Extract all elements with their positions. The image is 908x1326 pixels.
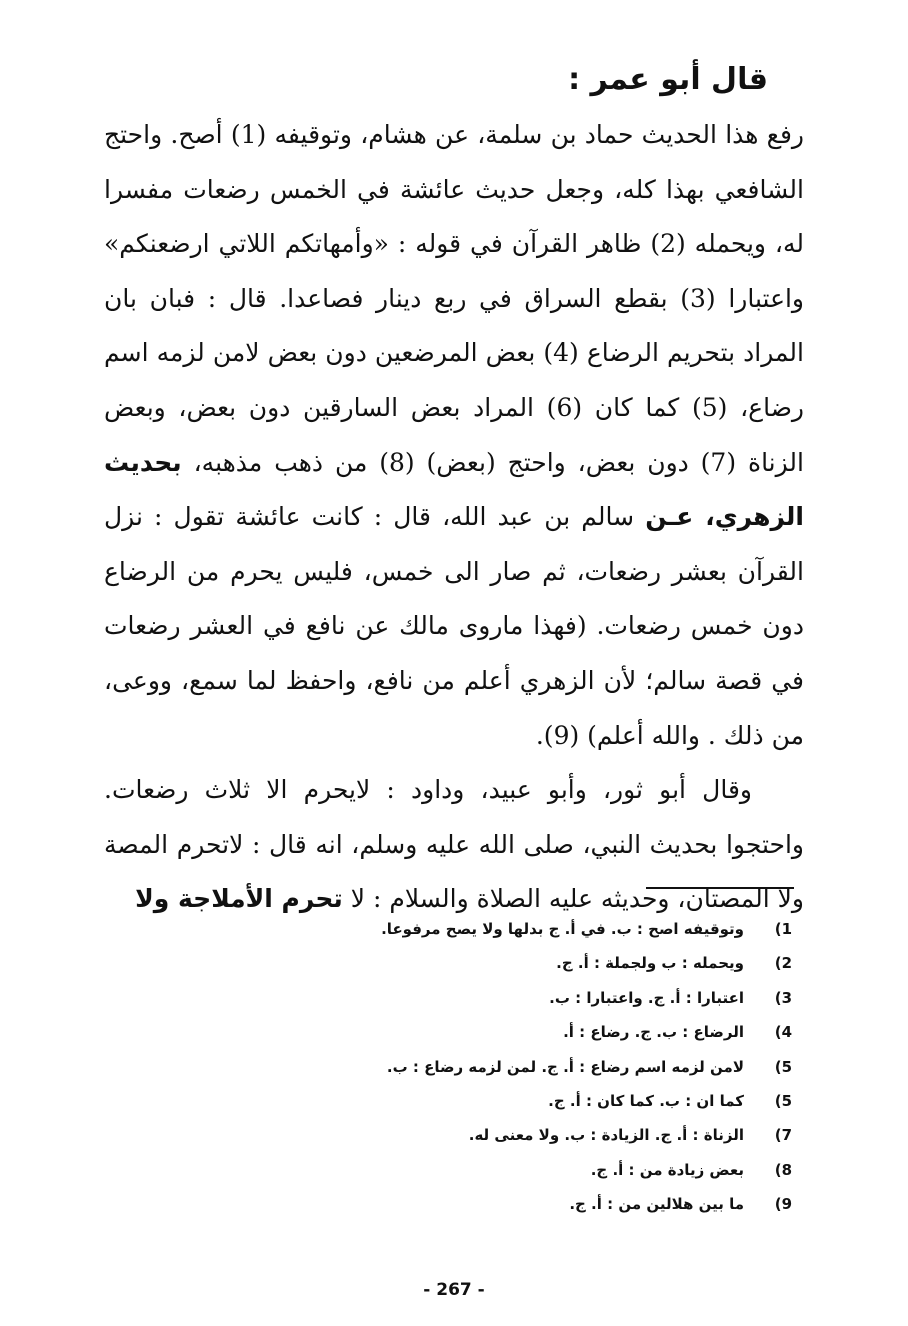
page-number: - 267 - bbox=[423, 1280, 485, 1300]
footnote-item bbox=[272, 1084, 792, 1118]
footnote-number: 2) bbox=[774, 954, 792, 973]
paragraph-2 bbox=[104, 763, 804, 927]
paragraph-1-text-a: رفع هذا الحديث حماد بن سلمة، عن هشام، وتوقيفه (1) أصح. واحتج الشافعي بهذا كله، وجعل حديث عائشة في الخمس رضعات مفسرا له، ويحمله (2) ظاهر القرآن في قوله : «وأمهاتكم اللاتي ارضعنكم» واعتبارا (3) بقطع السراق في ربع دينار فصاعدا. قال : فبان بان المراد بتحريم الرضاع (4) بعض المرضعين دون بعض لامن لزمه اسم رضاع، (5) كما كان (6) المراد بعض السارقين دون بعض، وبعض الزناة (7) دون بعض، واحتج (بعض) (8) من ذهب مذهبه، bbox=[104, 120, 805, 477]
footnote-text: بعض زيادة من : أ. ج. bbox=[590, 1160, 744, 1179]
paragraph-1-emphasis: بحديث الزهري، عـن bbox=[104, 447, 804, 532]
paragraph-2-emphasis: تحرم الأملاجة ولا bbox=[135, 884, 343, 914]
footnote-item bbox=[272, 1118, 792, 1152]
footnote-item bbox=[272, 981, 792, 1015]
footnote-text: الرضاع : ب. ج. رضاع : أ. bbox=[563, 1023, 744, 1042]
footnote-number: 1) bbox=[774, 920, 792, 938]
footnote-text: اعتبارا : أ. ج. واعتبارا : ب. bbox=[549, 988, 744, 1007]
footnote-text: ما بين هلالين من : أ. ج. bbox=[569, 1195, 744, 1214]
footnote-text: ويحمله : ب ولجملة : أ. ج. bbox=[556, 954, 744, 973]
footnote-item bbox=[272, 946, 792, 980]
footnote-number: 3) bbox=[774, 988, 792, 1007]
footnote-item bbox=[272, 1153, 792, 1187]
footnote-number: 7) bbox=[774, 1126, 792, 1145]
footnote-number: 5) bbox=[774, 1092, 792, 1111]
paragraph-1-text-b: سالم بن عبد الله، قال : كانت عائشة تقول : نزل القرآن بعشر رضعات، ثم صار الى خمس، فليس يحرم من الرضاع دون خمس رضعات. (فهذا ماروى مالك عن نافع في العشر رضعات في قصة سالم؛ لأن الزهري أعلم من نافع، واحفظ لما سمع، ووعى، من ذلك . والله أعلم) (9). bbox=[104, 502, 804, 750]
paragraph-1 bbox=[104, 108, 804, 763]
footnotes-list bbox=[272, 912, 792, 1222]
footnote-text: كما ان : ب. كما كان : أ. ج. bbox=[548, 1092, 744, 1111]
footnote-item bbox=[272, 1015, 792, 1049]
footnote-number: 9) bbox=[774, 1195, 792, 1214]
paragraph-2-text-a: وقال أبو ثور، وأبو عبيد، وداود : لايحرم الا ثلاث رضعات. واحتجوا بحديث النبي، صلى الله عليه وسلم، انه قال : لاتحرم المصة ولا المصتان، وحديثه عليه الصلاة والسلام : لا bbox=[104, 775, 804, 914]
footnote-item bbox=[272, 1187, 792, 1221]
footnote-separator bbox=[646, 887, 794, 889]
footnote-number: 4) bbox=[774, 1023, 792, 1042]
footnote-number: 8) bbox=[774, 1160, 792, 1179]
section-heading: قال أبو عمر : bbox=[568, 62, 768, 97]
footnote-item bbox=[272, 912, 792, 946]
footnote-number: 5) bbox=[774, 1057, 792, 1076]
footnote-item bbox=[272, 1050, 792, 1084]
footnote-text: لامن لزمه اسم رضاع : أ. ج. لمن لزمه رضاع : ب. bbox=[386, 1057, 744, 1076]
footnote-text: وتوقيفه اصح : ب. في أ. ج بدلها ولا يصح مرفوعا. bbox=[381, 920, 744, 938]
main-text bbox=[104, 108, 804, 927]
footnote-text: الزناة : أ. ج. الزيادة : ب. ولا معنى له. bbox=[468, 1126, 744, 1145]
